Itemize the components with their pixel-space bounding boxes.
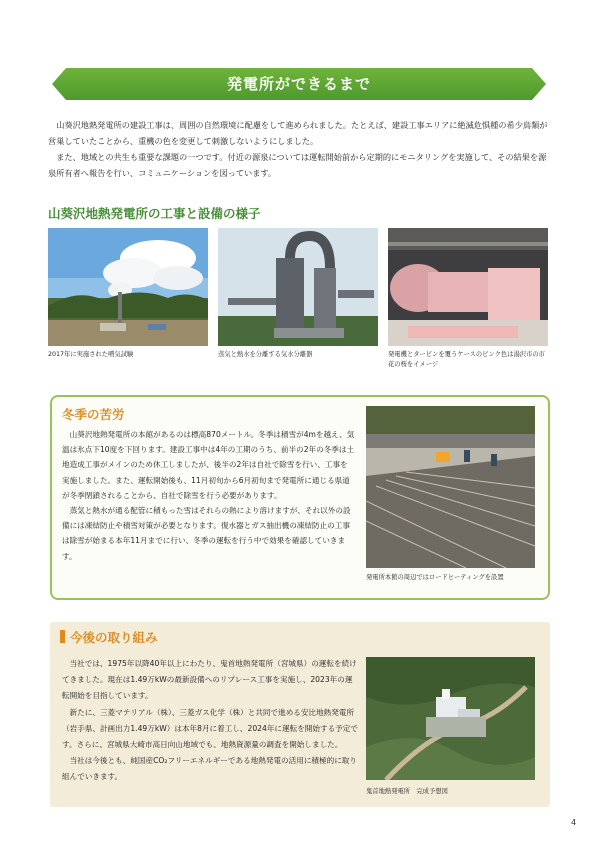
intro-paragraph-1: 山葵沢地熱発電所の建設工事は、周囲の自然環境に配慮をして進められました。たとえば、建設工事エリアに絶滅危惧種の希少鳥類が営巣していたことから、重機の色を変更して刺激しないようにしました。 [48,120,548,146]
steam-test-photo [48,228,208,346]
turbine-caption: 発電機とタービンを覆うケースのピンク色は湯沢市の市花の桜をイメージ [388,351,545,368]
separator-caption: 蒸気と熱水を分離する気水分離器 [218,351,313,358]
onikobe-rendering-photo [366,657,535,780]
winter-paragraph-1: 山葵沢地熱発電所の本館があるのは標高870メートル。冬季は積雪が4mを越え、気温は氷点下10度を下回ります。建設工事中は4年の工期のうち、前半の2年の冬季は土地造成工事がメインのため休工しましたが、後半の2年は自社で除雪を行い、工事を実施しました。また、運転開始後も、11月初旬から6月初旬まで発電所に通じる県道が冬季閉鎖されることから、自社で除雪を行う必要があります。 [62,430,355,500]
winter-text [62,427,355,564]
construction-heading: 山葵沢地熱発電所の工事と設備の様子 [48,206,261,221]
page-number: 4 [571,818,577,827]
section-banner [52,68,546,100]
future-paragraph-3: 当社は今後とも、純国産CO₂フリーエネルギーである地熱発電の活用に積極的に取り組んでいきます。 [62,756,357,782]
turbine-photo [388,228,548,346]
banner-title: 発電所ができるまで [226,75,371,93]
future-text [62,656,360,786]
future-paragraph-2: 新たに、三菱マテリアル（株）、三菱ガス化学（株）と共同で進める安比地熱発電所（岩手県、計画出力1.49万kW）は本年8月に着工し、2024年に運転を開始する予定です。さらに、宮城県大崎市高日向山地域でも、地熱資源量の調査を開始しました。 [62,707,358,750]
steam-test-caption: 2017年に実施された噴気試験 [48,351,134,358]
onikobe-rendering-caption: 鬼首地熱発電所 完成予想図 [366,788,448,795]
future-title-marker [60,630,65,643]
intro-paragraph-2: また、地域との共生も重要な課題の一つです。付近の源泉については運転開始前から定期的にモニタリングを実施して、その結果を源泉所有者へ報告を行い、コミュニケーションを図っています。 [48,152,547,178]
winter-title: 冬季の苦労 [62,407,125,422]
road-heating-caption: 発電所本館の周辺ではロードヒーティングを設置 [366,574,504,581]
future-title: 今後の取り組み [70,630,158,645]
road-heating-photo [366,406,535,568]
separator-photo [218,228,378,346]
intro-text [48,117,550,181]
winter-paragraph-2: 蒸気と熱水が通る配管に積もった雪はそれらの熱により溶けますが、それ以外の設備には凍結防止や積雪対策が必要となります。復水器とガス抽出機の凍結防止の工事は除雪が始まる本年11月までに行い、冬季の運転を行う中で効果を確認していきます。 [62,506,351,561]
future-paragraph-1: 当社では、1975年以降40年以上にわたり、鬼首地熱発電所（宮城県）の運転を続けてきました。現在は1.49万kWの最新設備へのリプレース工事を実施し、2023年の運転開始を目指しています。 [62,659,357,701]
